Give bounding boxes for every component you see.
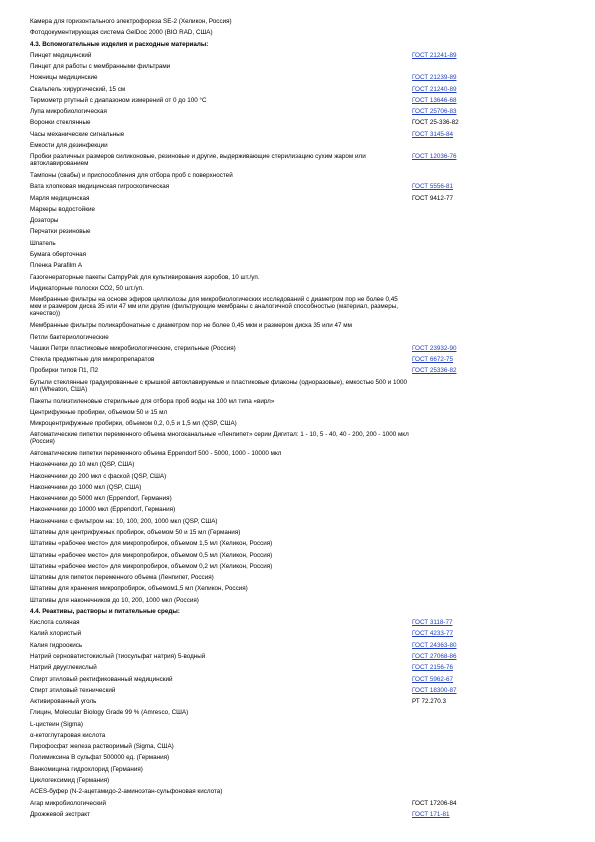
table-row [30,97,581,104]
item-name: Маркеры водостойкие [30,205,95,213]
item-name: Воронки стеклянные [30,119,91,127]
table-row [30,619,581,626]
table-row [30,29,581,36]
standard-link[interactable]: ГОСТ 3118-77 [412,619,453,627]
standard-link[interactable]: ГОСТ 6672-75 [412,356,453,364]
item-name: Стекла предметные для микропрепаратов [30,356,155,364]
table-row [30,461,581,468]
item-name: Перчатки резиновые [30,228,91,236]
table-row [30,630,581,637]
table-row [30,153,581,167]
item-name: Штативы для наконечников до 10, 200, 1000 мкл (Россия) [30,596,199,604]
table-row [30,777,581,784]
table-row [30,142,581,149]
item-name: Штативы «рабочее место» для микропробирок, объемом 0,5 мл (Хеликон, Россия) [30,551,273,559]
section-heading [30,608,581,615]
item-name: Наконечники до 10000 мкл (Eppendorf, Германия) [30,506,176,514]
table-row [30,811,581,818]
table-row [30,172,581,179]
item-name: Спирт этиловый технический [30,686,116,694]
table-row [30,108,581,115]
table-row [30,409,581,416]
item-name: Натрий двууглекислый [30,664,97,672]
item-name: Активированный уголь [30,698,97,705]
standard-ref: ГОСТ 9412-77 [412,194,453,202]
item-name: Петли бактериологические [30,333,109,341]
item-name: α-кетоглутаровая кислота [30,731,106,739]
table-row [30,240,581,247]
standard-link[interactable]: ГОСТ 12036-76 [412,153,457,161]
item-name: Термометр ртутный с диапазоном измерений от 0 до 100 °С [30,96,207,104]
item-name: Центрифужные пробирки, объемом 50 и 15 мл [30,408,168,416]
standard-link[interactable]: ГОСТ 5962-67 [412,675,453,683]
table-row [30,698,581,705]
table-row [30,63,581,70]
standard-link[interactable]: ГОСТ 24363-80 [412,641,457,649]
standard-link[interactable]: ГОСТ 5556-81 [412,183,453,191]
item-name: Штативы для пипеток переменного объема (Ленпипет, Россия) [30,574,214,581]
table-row [30,74,581,81]
table-row [30,52,581,59]
item-name: Наконечники до 200 мкл с фаской (QSP, США) [30,472,167,480]
item-name: Штативы для хранения микропробирок, объемом1,5 мл (Хеликон, Россия) [30,585,248,593]
table-row [30,766,581,773]
table-row [30,597,581,604]
table-row [30,574,581,581]
table-row [30,18,581,25]
standard-link[interactable]: ГОСТ 25706-83 [412,108,457,116]
table-row [30,687,581,694]
table-row [30,367,581,374]
item-name: Лупа микробиологическая [30,108,107,116]
item-name: Наконечники до 5000 мкл (Eppendorf, Германия) [30,495,172,503]
item-name: Полимиксина В сульфат 500000 ед. (Германия) [30,754,170,762]
table-row [30,800,581,807]
item-name: Тампоны (свабы) и приспособления для отбора проб с поверхностей [30,172,233,179]
table-row [30,743,581,750]
table-row [30,506,581,513]
table-row [30,119,581,126]
standard-link[interactable]: ГОСТ 21241-89 [412,51,457,59]
table-row [30,262,581,269]
table-row [30,86,581,93]
table-row [30,788,581,795]
item-name: Наконечники до 1000 мкл (QSP, США) [30,483,142,491]
item-name: Камера для горизонтального электрофореза SE-2 (Хеликон, Россия) [30,18,232,25]
table-row [30,563,581,570]
table-row [30,334,581,341]
item-name: Пинцет медицинский [30,51,92,59]
item-name: Индикаторные полоски СО2, 50 шт./уп. [30,284,144,292]
standard-ref: ГОСТ 17206-84 [412,799,457,807]
table-row [30,754,581,761]
item-name: Штативы «рабочее место» для микропробирок, объемом 0,2 мл (Хеликон, Россия) [30,562,273,570]
section-heading [30,41,581,48]
standard-link[interactable]: ГОСТ 2156-76 [412,664,453,672]
item-name: Пакеты полиэтиленовые стерильные для отбора проб воды на 100 мл типа «вирл» [30,397,275,405]
table-row [30,206,581,213]
standard-ref: РТ 72.270.3 [412,698,447,705]
table-row [30,420,581,427]
table-row [30,518,581,525]
item-name: Емкости для дезинфекции [30,142,108,149]
item-name: Кислота соляная [30,619,80,627]
item-name: 4.4. Реактивы, растворы и питательные среды: [30,607,180,615]
table-row [30,296,581,317]
item-name: 4.3. Вспомогательные изделия и расходные материалы: [30,40,209,48]
item-name: Наконечники до 10 мкл (QSP, США) [30,461,135,469]
standard-ref: ГОСТ 25-336-82 [412,119,459,127]
item-name: Штативы «рабочее место» для микропробирок, объемом 1,5 мл (Хеликон, Россия) [30,540,273,548]
item-name: Циклогексимид (Германия) [30,776,110,784]
item-name: Автоматические пипетки переменного объема Eppendorf 500 - 5000, 1000 - 10000 мкл [30,450,282,458]
table-row [30,322,581,329]
item-name: Наконечники с фильтром на: 10, 100, 200, 1000 мкл (QSP, США) [30,517,218,525]
table-row [30,217,581,224]
item-name: Ножницы медицинские [30,74,98,82]
item-name: Автоматические пипетки переменного объема многоканальные «Ленпипет» серии Дигитал: 1 - 10, 5 - 40, 40 - 200, 200 - 1000 мкл (Россия) [30,431,409,446]
table-row [30,345,581,352]
standard-link[interactable]: ГОСТ 21240-89 [412,85,457,93]
table-row [30,195,581,202]
item-name: Пробки различных размеров силиконовые, резиновые и другие, выдерживающие стерилизацию сухим жаром или автоклавированием [30,153,366,168]
item-name: Пирофосфат железа растворимый (Sigma, США) [30,743,174,751]
standard-link[interactable]: ГОСТ 171-81 [412,810,450,818]
table-row [30,676,581,683]
item-name: Штативы для центрифужных пробирок, объемом 50 и 15 мл (Германия) [30,529,241,536]
table-row [30,721,581,728]
table-row [30,398,581,405]
item-name: Часы механические сигнальные [30,130,125,138]
table-row [30,484,581,491]
item-name: Ванкомицина гидрохлорид (Германия) [30,765,143,773]
table-row [30,709,581,716]
item-name: Пленка Parafilm A [30,262,83,270]
standard-link[interactable]: ГОСТ 21239-89 [412,74,457,82]
item-name: Фотодокументирующая система GelDoc 2000 (BIO RAD, США) [30,29,213,37]
item-name: L-цистеин (Sigma) [30,720,83,728]
item-name: Бутыли стеклянные градуированные с крышкой автоклавируемые и пластиковые флаконы (одноразовые), емкостью 500 и 1000 мл (Wheaton, США) [30,378,408,393]
item-name: Шпатель [30,239,56,247]
table-row [30,473,581,480]
table-row [30,450,581,457]
item-name: Дозаторы [30,217,59,225]
table-row [30,552,581,559]
item-name: Мембранные фильтры на основе эфиров целлюлозы для микробиологических исследований с диаметром пор не более 0,45 мкм и размером диска 35 или 47 мм или другие (фильтрующие мембраны с аналогичной способностью (материал, размеры, качество)) [30,296,398,317]
table-row [30,585,581,592]
table-row [30,642,581,649]
table-row [30,228,581,235]
table-row [30,183,581,190]
item-name: Пробирки типов П1, П2 [30,367,99,375]
table-row [30,732,581,739]
item-name: Спирт этиловый ректификованный медицинский [30,675,173,683]
standard-link[interactable]: ГОСТ 27068-86 [412,652,457,660]
item-name: Мембранные фильтры поликарбонатные с диаметром пор не более 0,45 мкм и размером диска 35 или 47 мм [30,322,352,330]
item-name: Микроцентрифужные пробирки, объемом 0,2, 0,5 и 1,5 мл (QSP, США) [30,420,237,427]
table-row [30,251,581,258]
standard-link[interactable]: ГОСТ 25336-82 [412,367,457,375]
table-row [30,131,581,138]
item-name: Калий хлористый [30,630,82,638]
item-name: Глицин, Molecular Biology Grade 99 % (Amresco, США) [30,709,189,717]
standard-link[interactable]: ГОСТ 18300-87 [412,686,457,694]
item-name: Чашки Петри пластиковые микробиологические, стерильные (Россия) [30,344,236,352]
table-row [30,540,581,547]
item-name: Вата хлопковая медицинская гигроскопическая [30,183,170,191]
item-name: Скальпель хирургический, 15 см [30,85,126,93]
table-row [30,379,581,393]
item-name: Бумага оберточная [30,250,87,258]
standard-link[interactable]: ГОСТ 13646-68 [412,96,457,104]
item-name: Газогенераторные пакеты CampyPak для культивирования аэробов, 10 шт./уп. [30,273,260,281]
item-name: Натрий серноватистокислый (тиосульфат натрия) 5-водный [30,652,206,660]
table-row [30,495,581,502]
table-row [30,356,581,363]
table-row [30,529,581,536]
standard-link[interactable]: ГОСТ 4233-77 [412,630,453,638]
item-name: Агар микробиологический [30,799,106,807]
table-row [30,285,581,292]
item-name: ACES-буфер (N-2-ацетамидо-2-аминоэтан-сульфоновая кислота) [30,788,223,796]
table-row [30,664,581,671]
table-row [30,274,581,281]
table-row [30,431,581,445]
item-name: Калия гидроокись [30,641,83,649]
item-name: Марля медицинская [30,194,90,202]
standard-link[interactable]: ГОСТ 3145-84 [412,130,453,138]
standard-link[interactable]: ГОСТ 23932-90 [412,344,457,352]
item-name: Пинцет для работы с мембранными фильтрами [30,63,171,71]
item-name: Дрожжевой экстракт [30,810,90,818]
table-row [30,653,581,660]
